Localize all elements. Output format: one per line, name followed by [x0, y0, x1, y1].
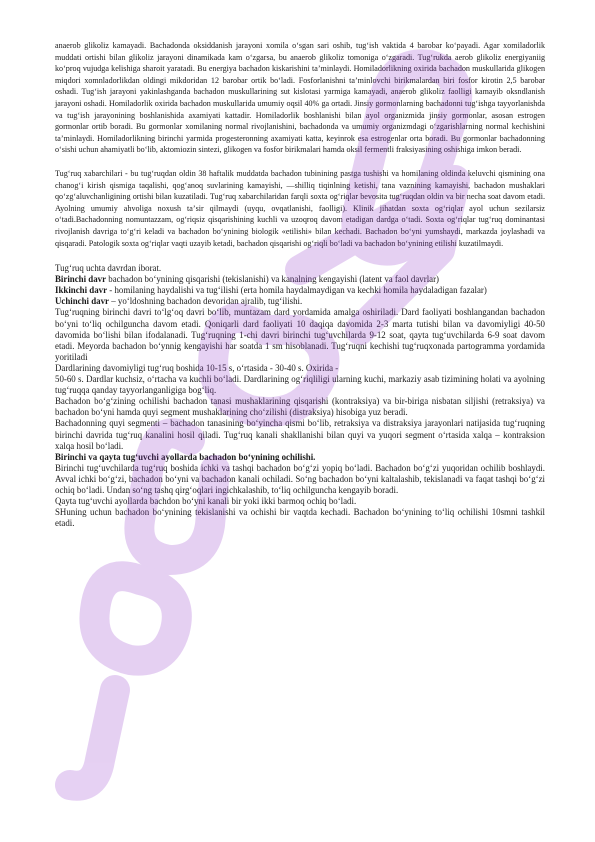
line-second-period: Ikkinchi davr - homilaning haydalishi va tugʻilishi (erta homila haydalmaydigan va kechki homila haydaladigan fazalar) [55, 285, 487, 296]
line-contraction-duration: Dardlarining davomiyligi tugʻruq boshida 10-15 s, oʻrtasida - 30-40 s. Oxirida - [55, 362, 339, 373]
subheading-cervix-opening: Birinchi va qayta tugʻuvchi ayollarda bachadon boʻynining ochilishi. [55, 451, 316, 462]
paragraph-lower-segment: Bachadonning quyi segmenti – bachadon tanasining boʻyincha qismi boʻlib, retraksiya va distraksiya jarayonlari natijasida tugʻruqning birinchi davrida tugʻruq kanalini hosil qiladi. Tugʻruq kanali shakllanishi bilan quyi va yuqori segment oʻrtasida xalqa – kontraksion xalqa hosil boʻladi. [55, 418, 545, 451]
document-page [55, 40, 545, 529]
line-multiparous: Qayta tugʻuvchi ayollarda bachdon boʻyni kanali bir yoki ikki barmoq ochiq boʻladi. [55, 496, 357, 507]
section-labor-periods [55, 263, 545, 529]
line-third-period: Uchinchi davr – yoʻldoshning bachadon devoridan ajralib, tugʻilishi. [55, 296, 303, 307]
paragraph-contraction-strength: 50-60 s. Dardlar kuchsiz, oʻrtacha va kuchli boʻladi. Dardlarining ogʻriqliligi ularning kuchi, markaziy asab tizimining holati va ayolning tugʻruqqa qanday tayyorlanganligiga bogʻliq. [55, 374, 545, 396]
paragraph-labor-harbingers: Tugʻruq xabarchilari - bu tugʻruqdan oldin 38 haftalik muddatda bachadon tubinining pastga tushishi va homilaning oldinda keluvchi qismining ona chanogʻi kirish qismiga taqalishi, qogʻanoq suvlarining kamayishi, ―shilliq tiqinlning ketishi, tana vaznining kamayishi, bachadon mushaklari qoʻzgʻaluvchanligining ortishi bilan kuzatiladi. Tugʻruq xabarchilaridan farqli soxta ogʻriqlar bevosita tugʻruqdan oldin va bir necha soat davom etadi. Ayolning umumiy ahvoliga noxush taʼsir qilmaydi (uyqu, ovqatlanishi, faolligi). Klinik jihatdan soxta ogʻriqlar ayol uchun sezilarsiz oʻtadi.Bachadonning nomuntazzam, ogʻriqsiz qisqarishining kuchli va uzoqroq davom etadigan dardga oʻtadi. Soxta ogʻriqlar tugʻruq dominantasi rivojlanish davriga toʻgʻri keladi va bachadon boʻynining biologik «etilishi» bilan kechadi. Bachadon boʻyni yumshaydi, markazda joylashadi va qisqaradi. Patologik soxta ogʻriqlar vaqti uzayib ketadi, bachadon qisqarishi ogʻriqli boʻladi va bachadon boʻynining etilishi kuzatilmaydi. [55, 168, 545, 248]
paragraph-full-dilation: SHuning uchun bachadon boʻynining tekislanishi va ochishi bir vaqtda kechadi. Bachadon boʻynining toʻliq ochilishi 10smni tashkil etadi. [55, 507, 545, 529]
paragraph-first-period-detail: Tugʻruqning birinchi davri toʻlgʻoq davri boʻlib, muntazam dard yordamida amalga oshiriladi. Dard faoliyati boshlangandan bachadon boʻyni toʻliq ochilguncha davom etadi. Qoniqarli dard faoliyati 10 daqiqa davomida 2-3 marta tutishi bilan va davomiyligi 40-50 davomida boʻlishi bilan ifodalanadi. Tugʻruqning 1-chi davri birinchi tugʻuvchilarda 9-12 soat, qayta tugʻuvchilarda 6-9 soat davom etadi. Meyorda bachadon boʻynnig kengayishi har soatda 1 sm hisoblanadi. Tugʻruqni kechishi tugʻruqxonada partogramma yordamida yoritiladi [55, 307, 545, 362]
paragraph-cervix-opening: Bachadon boʻgʻzining ochilishi bachadon tanasi mushaklarining qisqarishi (kontraksiya) va bir-biriga nisbatan siljishi (retraksiya) va bachadon boʻyni hamda quyi segment mushaklarining choʻzilishi (distraksiya) hisobiga yuz beradi. [55, 396, 545, 418]
paragraph-glycolysis: anaerob glikoliz kamayadi. Bachadonda oksiddanish jarayoni xomila oʻsgan sari oshib, tugʻish vaktida 4 barobar koʻpayadi. Agar xomiladorlik muddati ortishi bilan glikoliz jarayoni dinamikada kam oʻzgarsa, bu anaerob glikoliz tomoniga oʻzgaradi. Tugʻrukda aerob glikoliz energiyaniig koʻproq vujudga kelishiga sharoit yaratadi. Bu energiya bachadon kiskarishini taʼminlaydi. Homiladorlikning oxirida bachadon muskullarida glikogen miqdori xomnladorlikdan oldingi mikdoridan 12 barobar ortik boʻladi. Fosforlanishni taʼminlovchi birikmalardan biri fosfor kirotin 2,5 barobar oshadi. Tugʻish jarayoni yakinlashganda bachadon muskullarining sut kislotasi yarmiga kamayadi, anaerob glikoliz faolligi kamayib oksndlanish jarayoni oshadi. Homiladorlik oxirida bachadon muskullarida umumiy oqsil 40% ga ortadi. Jinsiy gormonlarning bachadonni tugʻishga tayyorlanishda va tugʻish jarayonining boshlanishida axamiyati kattadir. Homiladorlik boshlanishi bilan ayol organizmida jinsiy gormonlar, asosan estrogen gormonlar ortib boradi. Bu gormonlar xomilaning normal rivojlanishini, bachadonda va umumiy organizmdagi oʻzgarishlarning normal kechishini taʼminlaydi. Homiladorlikning birinchi yarmida progesteronning axamiyati katta, keyinrok esa estrogenlar orta boradi. Bu gormonlar bachadonning oʻsishi uchun ahamiyatli boʻlib, aktomiozin sintezi, glikogen va fosfor birikmalari hamda oksil fermentli fraksiyasining oshishiga imkon beradi. [55, 41, 545, 155]
line-intro: Tugʻruq uchta davrdan iborat. [55, 263, 162, 274]
paragraph-primiparous: Birinchi tugʻuvchilarda tugʻruq boshida ichki va tashqi bachadon boʻgʻzi yopiq boʻladi. Bachadon boʻgʻzi yuqoridan ochilib boshlaydi. Avval ichki boʻgʻzi, bachadon boʻyni va bachadon kanali ochiladi. Soʻng bachadon boʻyni kaltalashib, tekislanadi va faqat tashqi boʻgʻzi ochiq boʻladi. Undan soʻng tashq qirgʻoqlari ingichkalashib, toʻliq ochilguncha kengayib boradi. [55, 462, 545, 495]
line-first-period: Birinchi davr bachadon boʻynining qisqarishi (tekislanishi) va kanalning kengayishi (latent va faol davrlar) [55, 274, 440, 285]
